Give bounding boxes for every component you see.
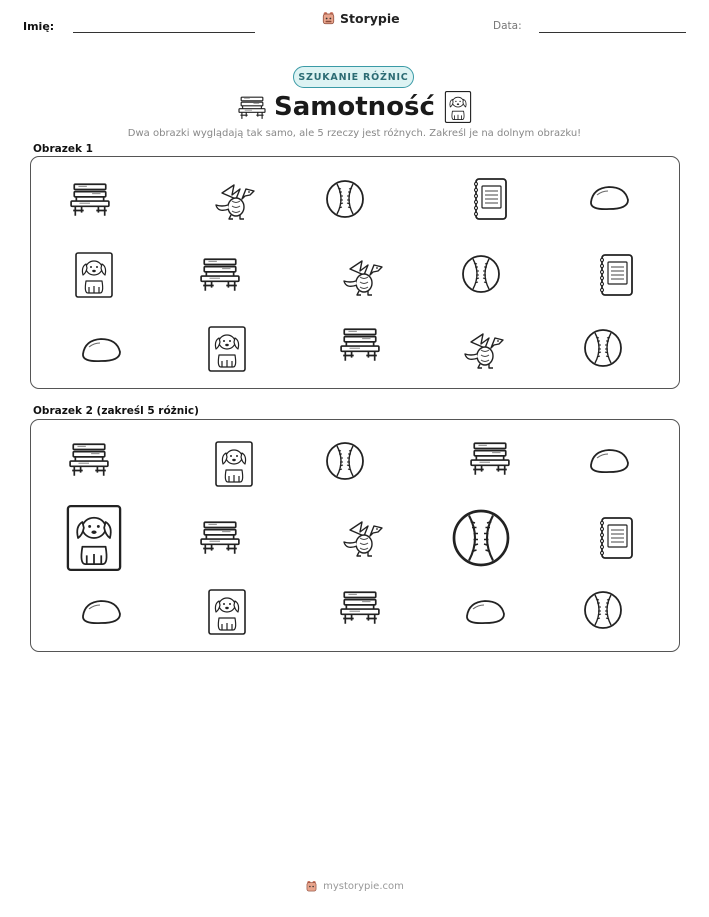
dog-picture-icon[interactable] (65, 502, 123, 575)
footer-url: mystorypie.com (323, 881, 404, 892)
baseball-icon (583, 328, 623, 368)
name-line[interactable] (73, 32, 255, 33)
dragon-icon (212, 181, 256, 221)
bench-icon[interactable] (199, 519, 241, 557)
picture2-title: Obrazek 2 (zakreśl 5 różnic) (33, 405, 199, 417)
page-title: Samotność (274, 92, 435, 122)
picture1-title: Obrazek 1 (33, 143, 93, 155)
dog-picture-icon (444, 90, 472, 124)
dog-picture-icon[interactable] (207, 587, 247, 637)
notebook-icon (596, 252, 636, 298)
stone-icon (79, 334, 123, 366)
category-badge: SZUKANIE RÓŻNIC (293, 66, 414, 88)
footer (0, 880, 709, 893)
bench-icon (339, 326, 381, 364)
stone-icon[interactable] (79, 596, 123, 628)
dragon-icon[interactable] (340, 518, 384, 558)
baseball-icon[interactable] (451, 508, 511, 568)
instructions: Dwa obrazki wyglądają tak samo, ale 5 rzeczy jest różnych. Zakreśl je na dolnym obrazku! (127, 128, 582, 139)
stone-icon[interactable] (463, 596, 507, 628)
date-line[interactable] (539, 32, 686, 33)
bench-icon (199, 256, 241, 294)
stone-icon[interactable] (587, 445, 631, 477)
dog-picture-icon (74, 250, 114, 300)
dragon-icon (461, 330, 505, 370)
brand-name: Storypie (340, 11, 400, 26)
baseball-icon (325, 179, 365, 219)
bench-icon[interactable] (339, 589, 381, 627)
brand-logo (321, 11, 400, 26)
bench-icon[interactable] (469, 440, 511, 478)
dog-picture-icon[interactable] (214, 439, 254, 489)
stone-icon (587, 182, 631, 214)
dragon-icon (340, 257, 384, 297)
date-label: Data: (493, 20, 522, 32)
storypie-icon (321, 11, 336, 26)
baseball-icon (461, 254, 501, 294)
bench-icon[interactable] (68, 441, 110, 479)
name-label: Imię: (23, 20, 55, 33)
baseball-icon[interactable] (325, 441, 365, 481)
baseball-icon[interactable] (583, 590, 623, 630)
storypie-icon (305, 880, 318, 893)
dog-picture-icon (207, 324, 247, 374)
bench-icon (69, 181, 111, 219)
notebook-icon[interactable] (596, 515, 636, 561)
notebook-icon (470, 176, 510, 222)
